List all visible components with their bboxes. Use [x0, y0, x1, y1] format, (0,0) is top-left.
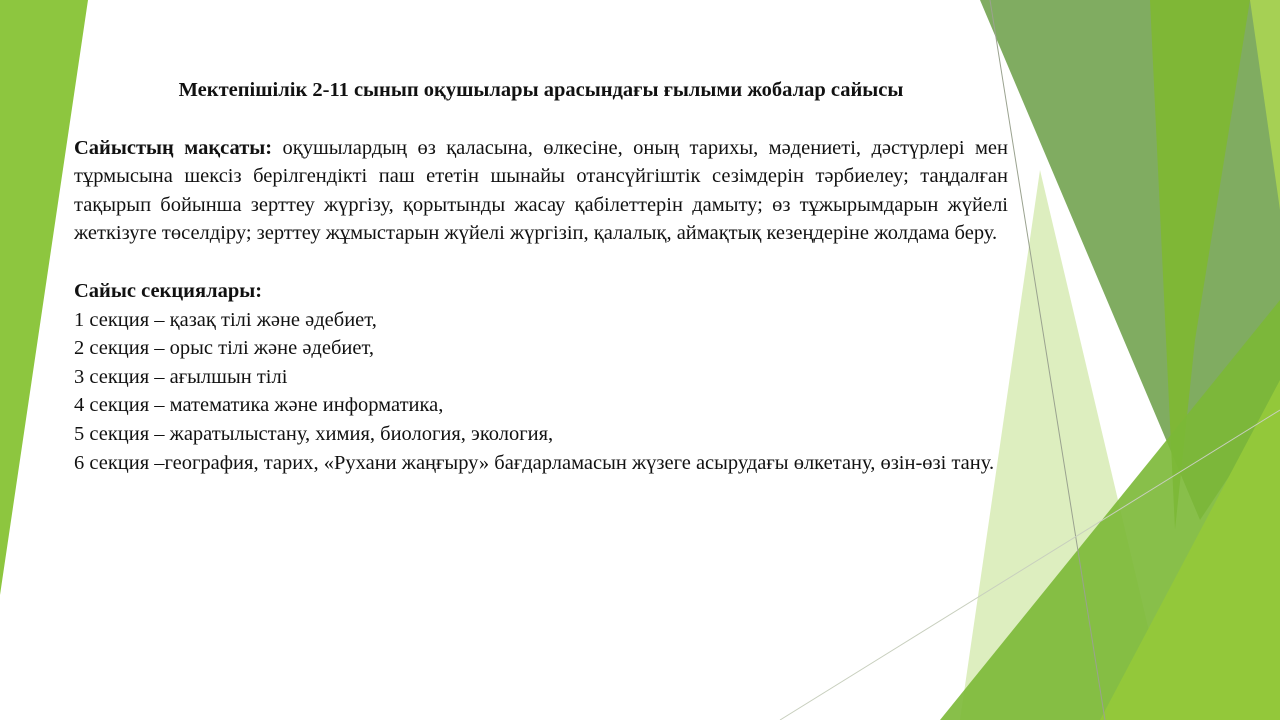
goal-label: Сайыстың мақсаты: — [74, 136, 273, 159]
sections-heading: Сайыс секциялары: — [74, 279, 263, 302]
section-item-2: 2 секция – орыс тілі және әдебиет, — [74, 337, 374, 360]
section-item-6: 6 секция –география, тарих, «Рухани жаңғыру» бағдарламасын жүзеге асырудағы өлкетану, өзін-өзі тану. — [74, 451, 995, 474]
section-item-1: 1 секция – қазақ тілі және әдебиет, — [74, 308, 377, 331]
goal-paragraph — [74, 134, 1008, 248]
goal-text: оқушылардың өз қаласына, өлкесіне, оның тарихы, мәдениеті, дәстүрлері мен тұрмысына шексіз берілгендікті паш ететін шынайы отансүйгіштік сезімдерін тәрбиелеу; таңдалған тақырып бойынша зерттеу жүргізу, қорытынды жасау қабілеттерін дамыту; өз тұжырымдарын жүйелі жеткізуге төселдіру; зерттеу жұмыстарын жүйелі жүргізіп, қалалық, аймақтық кезеңдеріне жолдама беру. — [74, 136, 1008, 245]
section-item-4: 4 секция – математика және информатика, — [74, 394, 444, 417]
slide-content — [74, 76, 1008, 477]
slide-title: Мектепішілік 2-11 сынып оқушылары арасындағы ғылыми жобалар сайысы — [178, 79, 904, 101]
section-item-5: 5 секция – жаратылыстану, химия, биология, экология, — [74, 422, 554, 445]
section-item-3: 3 секция – ағылшын тілі — [74, 365, 288, 388]
